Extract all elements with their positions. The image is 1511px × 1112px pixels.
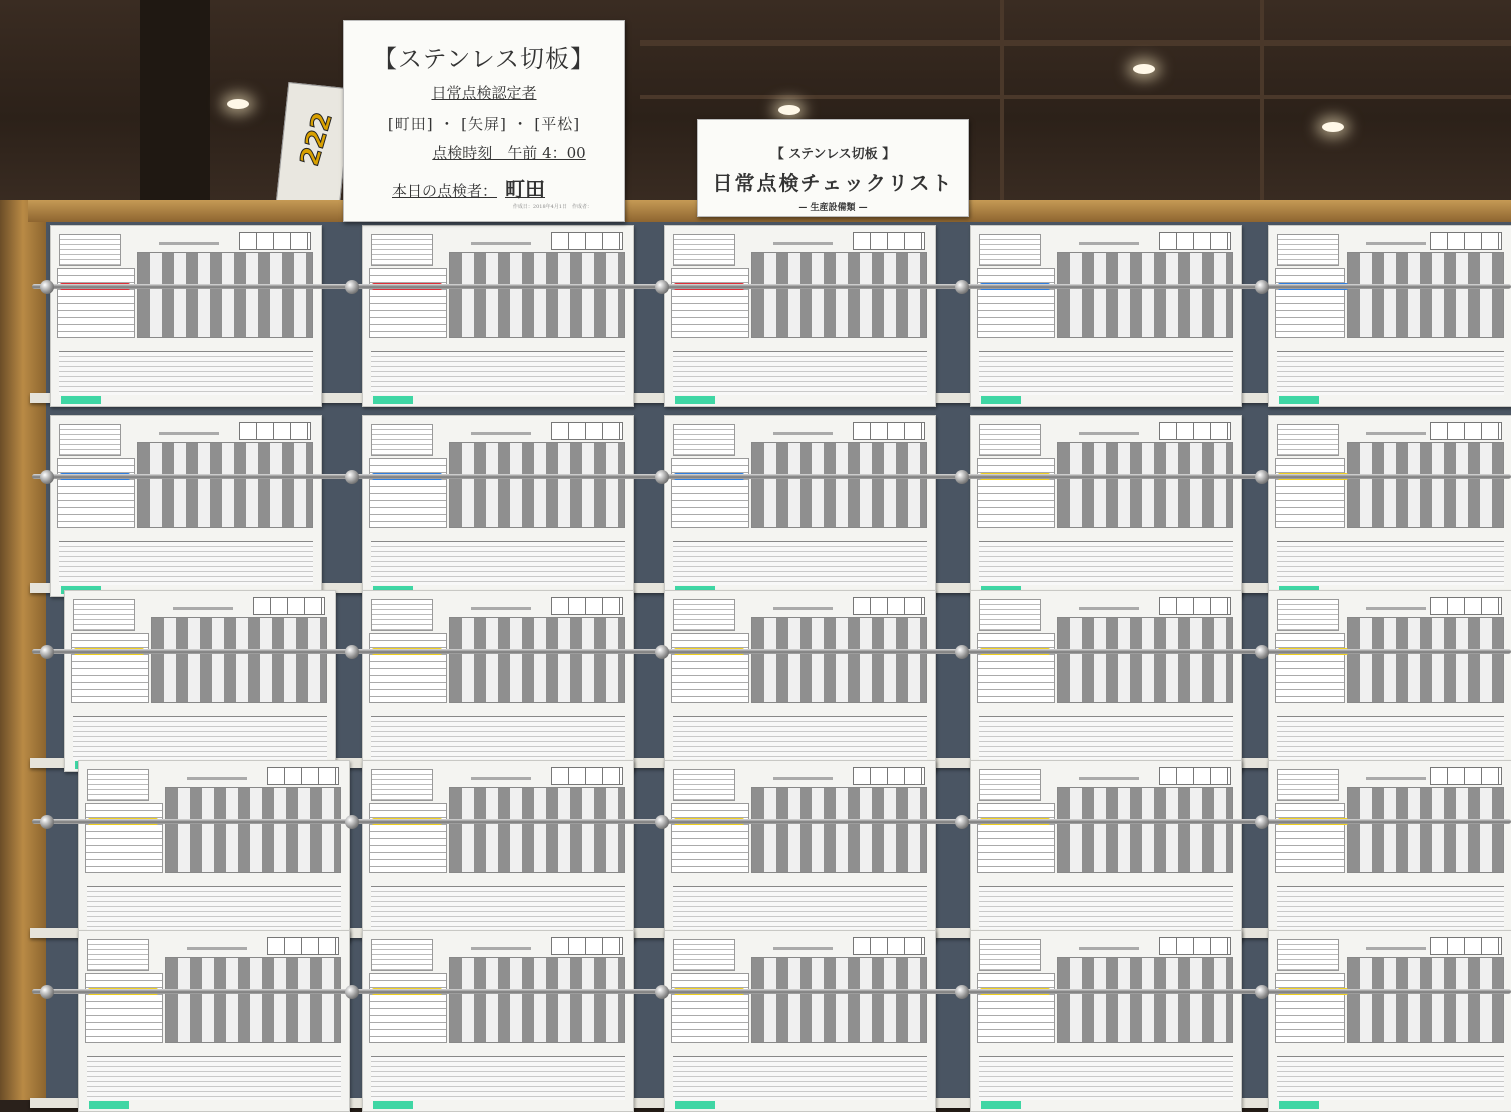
rod-knob: [655, 470, 669, 484]
sheet-notes: [87, 1056, 341, 1100]
ceiling-light: [227, 99, 249, 109]
sheet-rows: [1275, 973, 1345, 1043]
sheet-notes: [371, 541, 625, 585]
sheet-notes: [673, 351, 927, 395]
rod-knob: [40, 645, 54, 659]
sheet-grid: [1347, 252, 1504, 338]
sheet-hdr: [1277, 769, 1339, 801]
sheet-grid: [751, 252, 927, 338]
sheet-stamps: [853, 937, 925, 955]
sheet-hdr: [87, 769, 149, 801]
sheet-stamps: [853, 422, 925, 440]
sheet-rows: [671, 803, 749, 873]
sheet-stamps: [1159, 767, 1231, 785]
rod-knob: [345, 470, 359, 484]
rod-knob: [955, 985, 969, 999]
sheet-rows: [671, 458, 749, 528]
sheet-stamps: [1430, 597, 1502, 615]
sheet-stamps: [853, 767, 925, 785]
sheet-ttl: [773, 947, 833, 950]
sheet-grid: [751, 617, 927, 703]
sheet-notes: [673, 716, 927, 760]
sheet-rows: [977, 633, 1055, 703]
sheet-ttl: [187, 777, 247, 780]
sheet-grid: [1057, 787, 1233, 873]
sheet-grid: [449, 252, 625, 338]
rod-knob: [40, 815, 54, 829]
sheet-grid: [449, 442, 625, 528]
sheet-rows: [1275, 268, 1345, 338]
sheet-rows: [57, 268, 135, 338]
sheet-hdr: [1277, 939, 1339, 971]
checklist-sheet: [50, 225, 322, 407]
sheet-stamps: [1430, 232, 1502, 250]
sign-subtitle: 日常点検認定者: [431, 84, 537, 102]
sheet-ttl: [471, 432, 531, 435]
sheet-tagg: [981, 396, 1021, 404]
sheet-ttl: [1079, 607, 1139, 610]
sheet-hdr: [673, 424, 735, 456]
sheet-notes: [1277, 1056, 1504, 1100]
sheet-ttl: [1079, 947, 1139, 950]
sheet-grid: [1057, 957, 1233, 1043]
sheet-grid: [1057, 617, 1233, 703]
sheet-rows: [369, 803, 447, 873]
sheet-ttl: [471, 777, 531, 780]
sheet-rows: [671, 268, 749, 338]
sheet-tagg: [61, 396, 101, 404]
sheet-ttl: [1366, 432, 1426, 435]
sheet-ttl: [1079, 777, 1139, 780]
checklist-sheet: [1268, 760, 1511, 942]
sheet-rows: [71, 633, 149, 703]
sheet-ttl: [471, 607, 531, 610]
sheet-rows: [369, 633, 447, 703]
sheet-tagg: [675, 396, 715, 404]
sheet-hdr: [73, 599, 135, 631]
sheet-stamps: [551, 232, 623, 250]
sheet-rows: [977, 268, 1055, 338]
sheet-notes: [1277, 716, 1504, 760]
sheet-ttl: [1366, 947, 1426, 950]
sheet-grid: [1347, 442, 1504, 528]
sheet-rows: [369, 458, 447, 528]
sheet-stamps: [239, 232, 311, 250]
checklist-sheet: [970, 225, 1242, 407]
rod-knob: [40, 280, 54, 294]
sheet-rows: [671, 633, 749, 703]
sheet-stamps: [853, 597, 925, 615]
sheet-tagg: [89, 1101, 129, 1109]
sheet-hdr: [979, 939, 1041, 971]
rod-knob: [955, 470, 969, 484]
sheet-ttl: [773, 432, 833, 435]
hanging-rod: [32, 649, 1511, 654]
sheet-ttl: [1366, 777, 1426, 780]
checklist-sheet: [362, 225, 634, 407]
ceiling-light: [1133, 64, 1155, 74]
sheet-notes: [979, 1056, 1233, 1100]
rod-knob: [655, 815, 669, 829]
sheet-hdr: [59, 424, 121, 456]
sheet-hdr: [979, 424, 1041, 456]
checklist-sheet: [1268, 225, 1511, 407]
checklist-sheet: [970, 760, 1242, 942]
sheet-rows: [85, 803, 163, 873]
sheet-grid: [137, 252, 313, 338]
sheet-ttl: [773, 777, 833, 780]
ceiling-beam: [1260, 0, 1264, 215]
checklist-sheet: [970, 930, 1242, 1112]
sheet-tagg: [373, 396, 413, 404]
checklist-sheet: [78, 760, 350, 942]
checklist-sheet: [970, 415, 1242, 597]
sheet-grid: [165, 787, 341, 873]
checklist-sheet: [1268, 930, 1511, 1112]
sheet-stamps: [1430, 767, 1502, 785]
sheet-notes: [371, 716, 625, 760]
sheet-tagg: [1279, 1101, 1319, 1109]
inspector-sign: [343, 20, 625, 222]
rod-knob: [345, 645, 359, 659]
checklist-sign-bracket: 【 ステンレス切板 】: [770, 147, 896, 162]
sheet-ttl: [1079, 432, 1139, 435]
side-banner: [276, 82, 352, 208]
sheet-hdr: [1277, 599, 1339, 631]
rod-knob: [655, 280, 669, 294]
checklist-sheet: [1268, 590, 1511, 772]
rod-knob: [1255, 815, 1269, 829]
rod-knob: [345, 280, 359, 294]
sheet-hdr: [371, 424, 433, 456]
rod-knob: [345, 985, 359, 999]
checklist-sheet: [664, 590, 936, 772]
sheet-ttl: [471, 947, 531, 950]
hanging-rod: [32, 284, 1511, 289]
side-banner-text: 222: [294, 109, 339, 170]
checklist-sheet: [362, 930, 634, 1112]
sheet-notes: [59, 351, 313, 395]
sheet-hdr: [673, 234, 735, 266]
sheet-ttl: [1366, 242, 1426, 245]
checklist-sheet: [64, 590, 336, 772]
hanging-rod: [32, 989, 1511, 994]
sheet-grid: [1347, 787, 1504, 873]
sign-today-name: 町田: [505, 177, 546, 201]
sheet-grid: [1347, 957, 1504, 1043]
sheet-grid: [751, 957, 927, 1043]
sheet-notes: [371, 886, 625, 930]
sheet-grid: [1347, 617, 1504, 703]
rod-knob: [345, 815, 359, 829]
sheet-hdr: [1277, 234, 1339, 266]
sheet-notes: [371, 351, 625, 395]
sheet-stamps: [551, 937, 623, 955]
sheet-hdr: [979, 234, 1041, 266]
sheet-stamps: [1430, 422, 1502, 440]
sheet-hdr: [371, 939, 433, 971]
sign-time: 点検時刻 午前 4：00: [432, 144, 586, 162]
checklist-sheet: [362, 760, 634, 942]
sheet-ttl: [159, 432, 219, 435]
sheet-notes: [1277, 886, 1504, 930]
sheet-notes: [673, 1056, 927, 1100]
sign-today: [344, 173, 624, 202]
sheet-ttl: [1079, 242, 1139, 245]
rod-knob: [955, 815, 969, 829]
sheet-rows: [1275, 803, 1345, 873]
sheet-hdr: [979, 769, 1041, 801]
sheet-grid: [1057, 252, 1233, 338]
sheet-notes: [979, 716, 1233, 760]
sheet-grid: [449, 617, 625, 703]
checklist-sheet: [1268, 415, 1511, 597]
sheet-ttl: [187, 947, 247, 950]
sheet-notes: [1277, 351, 1504, 395]
sheet-grid: [137, 442, 313, 528]
rod-knob: [655, 645, 669, 659]
sheet-stamps: [551, 767, 623, 785]
sheet-rows: [57, 458, 135, 528]
ceiling-beam: [640, 40, 1511, 46]
sheet-stamps: [239, 422, 311, 440]
sheet-rows: [1275, 458, 1345, 528]
sign-title: 【ステンレス切板】: [373, 45, 595, 73]
sheet-stamps: [267, 767, 339, 785]
sheet-tagg: [373, 1101, 413, 1109]
sheet-grid: [165, 957, 341, 1043]
checklist-sheet: [970, 590, 1242, 772]
sheet-hdr: [371, 234, 433, 266]
sheet-notes: [73, 716, 327, 760]
hanging-rod: [32, 474, 1511, 479]
checklist-sheet: [664, 225, 936, 407]
sheet-grid: [449, 787, 625, 873]
checklist-sheet: [362, 590, 634, 772]
ceiling-light: [1322, 122, 1344, 132]
sheet-rows: [671, 973, 749, 1043]
checklist-sheet: [362, 415, 634, 597]
sheet-notes: [87, 886, 341, 930]
sheet-grid: [751, 442, 927, 528]
sheet-stamps: [1159, 422, 1231, 440]
rod-knob: [40, 985, 54, 999]
sheet-tagg: [675, 1101, 715, 1109]
checklist-sign: [697, 119, 969, 217]
sign-today-label: 本日の点検者：: [392, 182, 498, 200]
sheet-stamps: [551, 422, 623, 440]
sheet-hdr: [979, 599, 1041, 631]
rod-knob: [955, 645, 969, 659]
sheet-notes: [371, 1056, 625, 1100]
sheet-stamps: [853, 232, 925, 250]
sheet-hdr: [371, 769, 433, 801]
sheet-notes: [673, 541, 927, 585]
rod-knob: [955, 280, 969, 294]
sheet-notes: [673, 886, 927, 930]
ceiling-beam: [1000, 0, 1004, 215]
sheet-rows: [369, 268, 447, 338]
sheet-rows: [1275, 633, 1345, 703]
sheet-grid: [151, 617, 327, 703]
sheet-grid: [449, 957, 625, 1043]
checklist-sheet: [50, 415, 322, 597]
sheet-stamps: [551, 597, 623, 615]
rod-knob: [1255, 280, 1269, 294]
sheet-notes: [979, 351, 1233, 395]
sheet-hdr: [1277, 424, 1339, 456]
sheet-notes: [979, 886, 1233, 930]
sheet-grid: [1057, 442, 1233, 528]
checklist-sheet: [664, 760, 936, 942]
rod-knob: [1255, 645, 1269, 659]
sheet-notes: [1277, 541, 1504, 585]
sheet-tagg: [981, 1101, 1021, 1109]
rod-knob: [1255, 470, 1269, 484]
sheet-rows: [977, 973, 1055, 1043]
rod-knob: [40, 470, 54, 484]
sheet-notes: [59, 541, 313, 585]
ceiling-light: [778, 105, 800, 115]
sign-inspectors: [町田] ・ [矢屏] ・ [平松]: [387, 115, 581, 133]
sheet-ttl: [471, 242, 531, 245]
sheet-hdr: [59, 234, 121, 266]
sheet-stamps: [1159, 597, 1231, 615]
checklist-sheet: [78, 930, 350, 1112]
sheet-rows: [85, 973, 163, 1043]
sheet-notes: [979, 541, 1233, 585]
checklist-sheet: [664, 930, 936, 1112]
hanging-rod: [32, 819, 1511, 824]
sheet-stamps: [253, 597, 325, 615]
sheet-ttl: [773, 607, 833, 610]
sheet-hdr: [673, 599, 735, 631]
checklist-sign-subtitle: — 生産設備類 —: [798, 203, 868, 213]
sheet-stamps: [1430, 937, 1502, 955]
sheet-hdr: [673, 769, 735, 801]
ceiling-beam: [640, 95, 1511, 99]
sheet-ttl: [159, 242, 219, 245]
sheet-ttl: [1366, 607, 1426, 610]
checklist-sign-title: 日常点検チェックリスト: [712, 171, 954, 195]
sign-footnote: 作成日：2018年4月1日 作成者：: [512, 204, 592, 210]
ceiling-beam: [140, 0, 210, 215]
rod-knob: [655, 985, 669, 999]
sheet-stamps: [1159, 232, 1231, 250]
sheet-hdr: [87, 939, 149, 971]
sheet-rows: [369, 973, 447, 1043]
rod-knob: [1255, 985, 1269, 999]
sheet-grid: [751, 787, 927, 873]
checklist-sheet: [664, 415, 936, 597]
sheet-stamps: [267, 937, 339, 955]
sheet-hdr: [371, 599, 433, 631]
sheet-hdr: [673, 939, 735, 971]
sheet-tagg: [1279, 396, 1319, 404]
sheet-rows: [977, 803, 1055, 873]
sheet-rows: [977, 458, 1055, 528]
sheet-ttl: [773, 242, 833, 245]
sheet-ttl: [173, 607, 233, 610]
sheet-stamps: [1159, 937, 1231, 955]
